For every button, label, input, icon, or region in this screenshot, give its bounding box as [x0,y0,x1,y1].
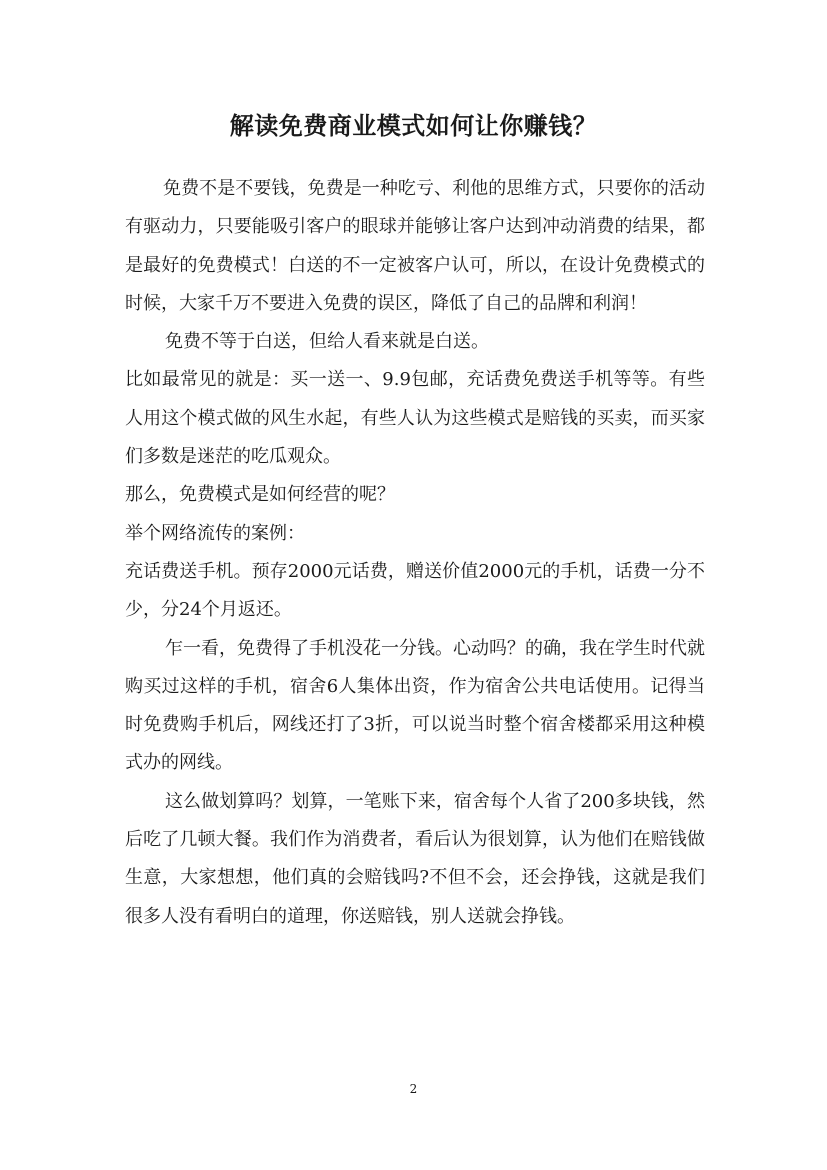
document-title: 解读免费商业模式如何让你赚钱？ [229,111,598,140]
paragraph-3: 比如最常见的就是：买一送一、9.9包邮，充话费免费送手机等等。有些人用这个模式做的风生水起，有些人认为这些模式是赔钱的买卖，而买家们多数是迷茫的吃瓜观众。 [125,369,705,468]
paragraph-2: 免费不等于白送，但给人看来就是白送。 [165,331,489,353]
paragraph-8: 这么做划算吗？划算，一笔账下来，宿舍每个人省了200多块钱，然后吃了几顿大餐。我们作为消费者，看后认为很划算，认为他们在赔钱做生意，大家想想，他们真的会赔钱吗?不但不会，还会挣钱，这就是我们很多人没有看明白的道理，你送赔钱，别人送就会挣钱。 [125,790,705,927]
paragraph-1: 免费不是不要钱，免费是一种吃亏、利他的思维方式，只要你的活动有驱动力，只要能吸引客户的眼球并能够让客户达到冲动消费的结果，都是最好的免费模式！白送的不一定被客户认可，所以，在设计免费模式的时候，大家千万不要进入免费的误区，降低了自己的品牌和利润！ [125,178,705,314]
paragraph-7: 乍一看，免费得了手机没花一分钱。心动吗？的确，我在学生时代就购买过这样的手机，宿舍6人集体出资，作为宿舍公共电话使用。记得当时免费购手机后，网线还打了3折，可以说当时整个宿舍楼都采用这种模式办的网线。 [125,637,705,774]
page-number: 2 [409,1082,418,1096]
paragraph-5: 举个网络流传的案例： [125,522,305,544]
document-body [125,170,705,936]
paragraph-6: 充话费送手机。预存2000元话费，赠送价值2000元的手机，话费一分不少，分24个月返还。 [125,560,705,621]
paragraph-4: 那么，免费模式是如何经营的呢？ [125,484,395,506]
